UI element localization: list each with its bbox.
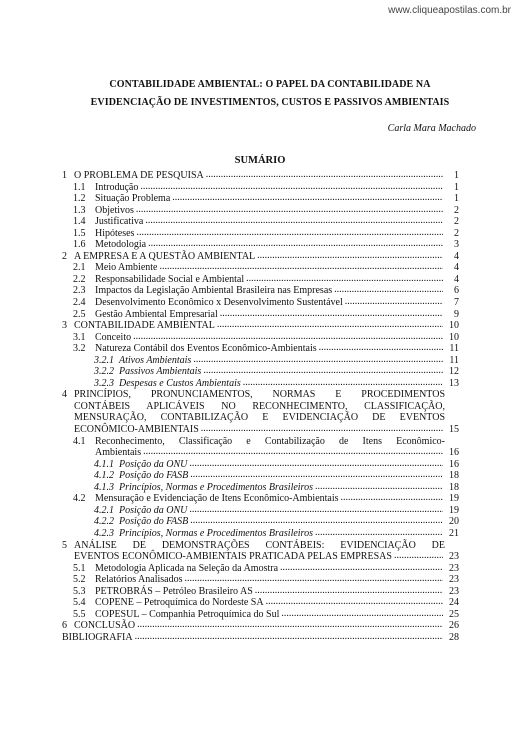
- toc-entry-text: Gestão Ambiental Empresarial: [95, 308, 218, 320]
- toc-leader-dots: [189, 458, 443, 470]
- toc-entry-page: 18: [449, 470, 459, 482]
- toc-entry-page: 10: [449, 331, 459, 343]
- toc-entry-number: 1.2: [73, 193, 86, 205]
- toc-entry-number: 1.1: [73, 181, 86, 193]
- toc-entry-text: BIBLIOGRAFIA: [62, 631, 133, 643]
- toc-leader-dots: [243, 377, 443, 389]
- toc-entry-number: 4: [62, 389, 67, 401]
- toc-entry-page: 10: [449, 320, 459, 332]
- toc-entry-page: 4: [454, 250, 459, 262]
- toc-entry-text: O PROBLEMA DE PESQUISA: [74, 170, 204, 181]
- toc-leader-dots: [136, 227, 443, 239]
- toc-entry-page: 2: [454, 204, 459, 216]
- toc-entry-number: 5.5: [73, 608, 86, 620]
- toc-leader-dots: [137, 619, 443, 631]
- toc-entry-page: 15: [449, 424, 459, 436]
- toc-leader-dots: [201, 423, 443, 435]
- toc-entry-page: 16: [449, 458, 459, 470]
- toc-entry-text: Conceito: [95, 331, 132, 343]
- toc-leader-dots: [334, 284, 443, 296]
- toc-leader-dots: [246, 273, 443, 285]
- toc-leader-dots: [341, 492, 443, 504]
- toc-entry-number: 2.3: [73, 285, 86, 297]
- toc-entry-number: 1.4: [73, 216, 86, 228]
- toc-entry-text: Natureza Contábil dos Eventos Econômico-Ambientais: [95, 343, 317, 355]
- toc-entry-text: Introdução: [95, 181, 139, 193]
- toc-entry-number: 4.2.1: [94, 504, 114, 516]
- toc-entry-page: 25: [449, 608, 459, 620]
- toc-entry-page: 1: [454, 193, 459, 205]
- toc-leader-dots: [160, 261, 444, 273]
- toc-leader-dots: [281, 608, 443, 620]
- toc-entry-page: 7: [454, 297, 459, 309]
- toc-entry-number: 1.5: [73, 227, 86, 239]
- toc-entry-number: 1.3: [73, 204, 86, 216]
- toc-leader-dots: [133, 331, 443, 343]
- toc-entry-number: 2.2: [73, 273, 86, 285]
- toc-entry-page: 20: [449, 516, 459, 528]
- toc-entry-number: 3.2.3: [94, 377, 114, 389]
- toc-entry-number: 2.1: [73, 262, 86, 274]
- toc-entry-text: CONTÁBEIS APLICÁVEIS NO RECONHECIMENTO, CLASSIFICAÇÃO,: [74, 400, 445, 412]
- toc-leader-dots: [136, 204, 443, 216]
- toc-entry-text: Mensuração e Evidenciação de Itens Econômico-Ambientais: [95, 493, 339, 505]
- toc-entry-text: Responsabilidade Social e Ambiental: [95, 273, 245, 285]
- toc-entry-page: 1: [454, 170, 459, 181]
- toc-entry-number: 2.5: [73, 308, 86, 320]
- toc-entry[interactable]: [62, 424, 459, 436]
- toc-leader-dots: [280, 562, 443, 574]
- toc-entry-page: 2: [454, 227, 459, 239]
- toc-entry-text: MENSURAÇÃO, CONTABILIZAÇÃO E EVIDENCIAÇÃO DE EVENTOS: [74, 412, 445, 424]
- toc-entry-number: 4.2: [73, 493, 86, 505]
- toc-entry-text: Justificativa: [95, 216, 144, 228]
- toc-leader-dots: [193, 354, 443, 366]
- toc-entry-text: Princípios, Normas e Procedimentos Brasileiros: [119, 527, 313, 539]
- toc-leader-dots: [145, 215, 443, 227]
- toc-leader-dots: [217, 319, 443, 331]
- toc-entry-number: 5.3: [73, 585, 86, 597]
- toc-leader-dots: [315, 527, 443, 539]
- toc-leader-dots: [140, 181, 443, 193]
- toc-entry-number: 2: [62, 250, 67, 262]
- toc-entry-page: 23: [449, 562, 459, 574]
- toc-entry-text: Desenvolvimento Econômico x Desenvolvimento Sustentável: [95, 297, 343, 309]
- toc-entry-page: 4: [454, 262, 459, 274]
- toc-leader-dots: [135, 631, 443, 643]
- toc-heading: SUMÁRIO: [234, 155, 286, 166]
- toc-entry-line: [62, 389, 459, 401]
- toc-entry-number: 4.2.2: [94, 516, 114, 528]
- toc-entry-text: Reconhecimento, Classificação e Contabilização de Itens Econômico-: [95, 435, 445, 447]
- toc-leader-dots: [190, 515, 443, 527]
- toc-entry-text: Posição da ONU: [119, 458, 188, 470]
- toc-entry-text: Metodologia Aplicada na Seleção da Amostra: [95, 562, 279, 574]
- toc-entry-text: Relatórios Analisados: [95, 574, 183, 586]
- toc-entry-text: CONTABILIDADE AMBIENTAL: [74, 320, 215, 332]
- toc-entry-number: 3.2.2: [94, 366, 114, 378]
- toc-entry-text: Posição da ONU: [119, 504, 188, 516]
- toc-leader-dots: [206, 169, 443, 181]
- toc-leader-dots: [172, 192, 443, 204]
- toc-leader-dots: [315, 481, 443, 493]
- toc-leader-dots: [257, 250, 443, 262]
- toc-entry-number: 5.1: [73, 562, 86, 574]
- toc-leader-dots: [143, 446, 443, 458]
- toc-leader-dots: [190, 469, 443, 481]
- toc-entry-text: Hipóteses: [95, 227, 135, 239]
- toc-entry-text: Ativos Ambientais: [119, 354, 192, 366]
- toc-leader-dots: [394, 550, 443, 562]
- toc-entry-number: 1.6: [73, 239, 86, 251]
- author: Carla Mara Machado: [387, 123, 476, 134]
- toc-entry-page: 24: [449, 597, 459, 609]
- toc-leader-dots: [148, 238, 443, 250]
- toc-entry-page: 11: [449, 343, 459, 355]
- toc-entry-number: 3: [62, 320, 67, 332]
- toc-entry-text: CONCLUSÃO: [74, 620, 136, 632]
- toc-entry-text: Passivos Ambientais: [119, 366, 202, 378]
- toc-entry-page: 23: [449, 551, 459, 563]
- toc-entry-number: 3.2.1: [94, 354, 114, 366]
- toc-entry-number: 5.2: [73, 574, 86, 586]
- toc-entry-page: 12: [449, 366, 459, 378]
- toc-leader-dots: [185, 573, 444, 585]
- toc-entry-page: 6: [454, 285, 459, 297]
- toc-entry-text: Ambientais: [95, 447, 142, 459]
- toc-entry-text: COPESUL – Companhia Petroquímica do Sul: [95, 608, 280, 620]
- toc-entry[interactable]: [62, 528, 459, 540]
- toc-entry-page: 11: [449, 354, 459, 366]
- toc-entry-text: EVENTOS ECONÔMICO-AMBIENTAIS PRATICADA PELAS EMPRESAS: [74, 551, 392, 563]
- toc-leader-dots: [345, 296, 443, 308]
- toc-entry-text: Posição do FASB: [119, 470, 189, 482]
- toc-leader-dots: [220, 308, 443, 320]
- toc-entry-number: 4.1.3: [94, 481, 114, 493]
- toc-entry-number: 6: [62, 620, 67, 632]
- toc-entry-number: 3.2: [73, 343, 86, 355]
- toc-entry-page: 18: [449, 481, 459, 493]
- toc-entry-text: Meio Ambiente: [95, 262, 158, 274]
- title-line-1: CONTABILIDADE AMBIENTAL: O PAPEL DA CONTABILIDADE NA: [109, 79, 431, 90]
- toc-entry-text: Posição do FASB: [119, 516, 189, 528]
- toc-entry-number: 5.4: [73, 597, 86, 609]
- toc-entry-page: 3: [454, 239, 459, 251]
- watermark: www.cliqueapostilas.com.br: [388, 5, 511, 16]
- toc-entry-page: 23: [449, 574, 459, 586]
- toc-entry-number: 4.1.2: [94, 470, 114, 482]
- toc-entry-page: 26: [449, 620, 459, 632]
- toc-entry-number: 1: [62, 170, 67, 181]
- title-line-2: EVIDENCIAÇÃO DE INVESTIMENTOS, CUSTOS E PASSIVOS AMBIENTAIS: [90, 97, 450, 108]
- document-title: [60, 76, 480, 112]
- toc-entry-number: 4.1: [73, 435, 86, 447]
- toc-entry-text: A EMPRESA E A QUESTÃO AMBIENTAL: [74, 250, 256, 262]
- table-of-contents: [62, 170, 459, 643]
- toc-entry-text: ANÁLISE DE DEMONSTRAÇÕES CONTÁBEIS: EVIDENCIAÇÃO DE: [74, 539, 445, 551]
- toc-entry-text: Princípios, Normas e Procedimentos Brasileiros: [119, 481, 313, 493]
- toc-entry-page: 4: [454, 273, 459, 285]
- toc-entry-page: 9: [454, 308, 459, 320]
- toc-entry-page: 23: [449, 585, 459, 597]
- toc-entry-number: 4.1.1: [94, 458, 114, 470]
- toc-entry-text: ECONÔMICO-AMBIENTAIS: [74, 424, 199, 436]
- toc-leader-dots: [255, 585, 443, 597]
- toc-entry-line: [62, 401, 459, 413]
- toc-entry-page: 19: [449, 504, 459, 516]
- toc-entry-text: COPENE – Petroquímica do Nordeste SA: [95, 597, 264, 609]
- toc-leader-dots: [189, 504, 443, 516]
- toc-entry[interactable]: [62, 632, 459, 644]
- toc-leader-dots: [266, 596, 443, 608]
- toc-entry-page: 1: [454, 181, 459, 193]
- toc-entry-text: Metodologia: [95, 239, 147, 251]
- toc-leader-dots: [203, 365, 443, 377]
- toc-leader-dots: [319, 342, 443, 354]
- toc-entry-page: 2: [454, 216, 459, 228]
- toc-entry-number: 4.2.3: [94, 527, 114, 539]
- toc-entry-page: 16: [449, 447, 459, 459]
- toc-entry-text: Situação Problema: [95, 193, 171, 205]
- toc-entry-text: Impactos da Legislação Ambiental Brasileira nas Empresas: [95, 285, 333, 297]
- toc-entry-page: 21: [449, 527, 459, 539]
- toc-entry-page: 19: [449, 493, 459, 505]
- toc-entry-number: 3.1: [73, 331, 86, 343]
- toc-entry-page: 28: [449, 631, 459, 643]
- toc-entry[interactable]: [62, 378, 459, 390]
- toc-entry-text: Objetivos: [95, 204, 134, 216]
- toc-entry-text: PETROBRÁS – Petróleo Brasileiro AS: [95, 585, 253, 597]
- toc-entry-number: 5: [62, 539, 67, 551]
- toc-entry-number: 2.4: [73, 297, 86, 309]
- toc-entry-text: PRINCÍPIOS, PRONUNCIAMENTOS, NORMAS E PROCEDIMENTOS: [74, 389, 445, 401]
- toc-entry-text: Despesas e Custos Ambientais: [119, 377, 241, 389]
- toc-entry-page: 13: [449, 377, 459, 389]
